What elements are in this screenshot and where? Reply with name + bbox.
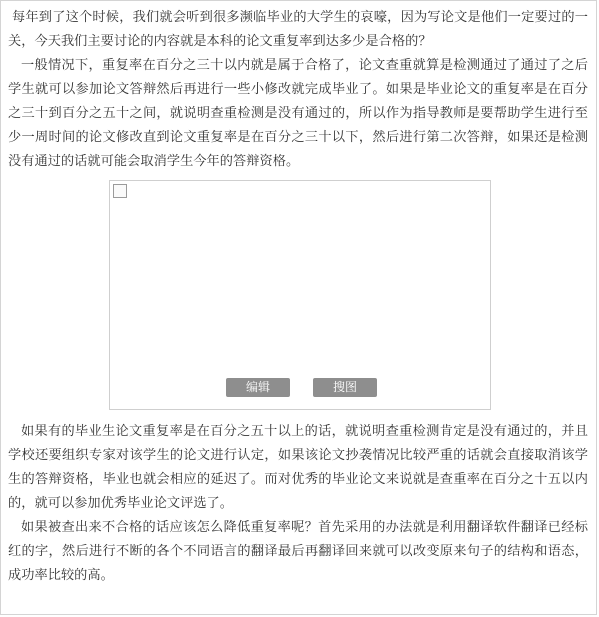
paragraph-1: 每年到了这个时候，我们就会听到很多濒临毕业的大学生的哀嚎，因为写论文是他们一定要过的一关，今天我们主要讨论的内容就是本科的论文重复率到达多少是合格的？ [8, 10, 588, 49]
article-image-placeholder [109, 180, 491, 410]
paragraph-2: 一般情况下，重复率在百分之三十以内就是属于合格了，论文查重就算是检测通过了通过了之后学生就可以参加论文答辩然后再进行一些小修改就完成毕业了。如果是毕业论文的重复率是在百分之三十到百分之五十之间，就说明查重检测是没有通过的，所以作为指导教师是要帮助学生进行至少一周时间的论文修改直到论文重复率是在百分之三十以下，然后进行第二次答辩，如果还是检测没有通过的话就可能会取消学生今年的答辩资格。 [8, 58, 588, 169]
paragraph-3: 如果有的毕业生论文重复率是在百分之五十以上的话，就说明查重检测肯定是没有通过的，并且学校还要组织专家对该学生的论文进行认定，如果该论文抄袭情况比较严重的话就会直接取消该学生的答辩资格，毕业也就会相应的延迟了。而对优秀的毕业论文来说就是查重率在百分之十五以内的，就可以参加优秀毕业论文评选了。 [8, 424, 588, 511]
broken-image-icon [113, 184, 127, 198]
image-edit-button[interactable]: 编辑 [226, 378, 290, 397]
image-search-button[interactable]: 搜图 [313, 378, 377, 397]
paragraph-4: 如果被查出来不合格的话应该怎么降低重复率呢？首先采用的办法就是利用翻译软件翻译已经标红的字，然后进行不断的各个不同语言的翻译最后再翻译回来就可以改变原来句子的结构和语态，成功率比较的高。 [8, 520, 588, 583]
